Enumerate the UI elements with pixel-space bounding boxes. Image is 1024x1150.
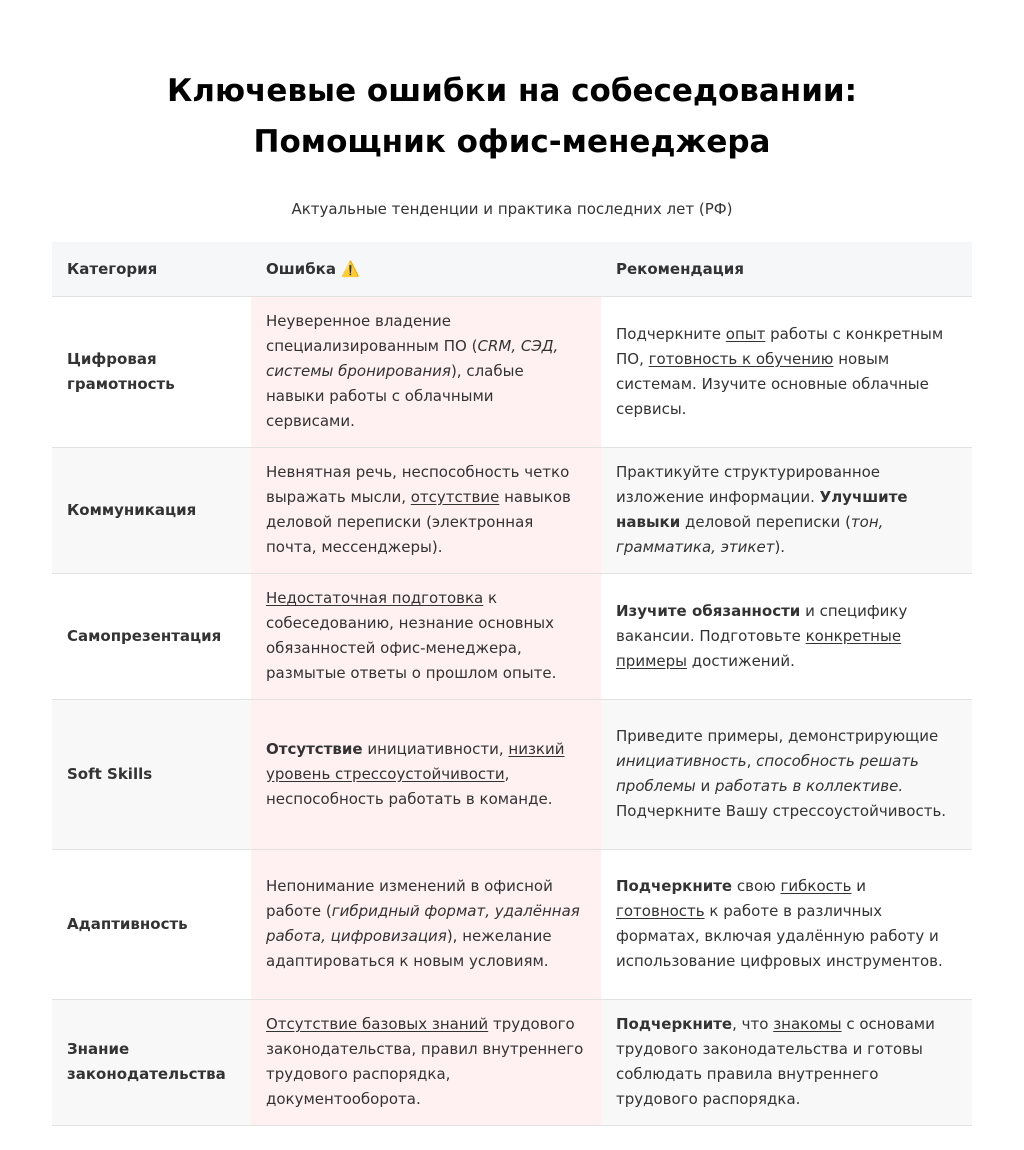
error-text-segment: инициативности, bbox=[362, 739, 509, 758]
recommendation-text-segment: готовность к обучению bbox=[648, 349, 834, 368]
category-cell: Адаптивность bbox=[52, 850, 251, 1000]
error-text-segment: Неуверенное владение специализированным ПО ( bbox=[266, 312, 478, 355]
recommendation-cell bbox=[601, 850, 972, 1000]
recommendation-text-segment: ). bbox=[774, 538, 786, 556]
error-text-segment: ), нежелание адаптироваться к новым условиям. bbox=[266, 927, 552, 970]
recommendation-text-segment: способность решать проблемы bbox=[616, 752, 919, 795]
recommendation-text-segment: деловой переписки ( bbox=[680, 513, 851, 531]
recommendation-text-segment: и bbox=[851, 877, 867, 895]
recommendation-text-segment: Улучшите навыки bbox=[616, 488, 908, 531]
recommendation-text-segment: Подчеркните Вашу стрессоустойчивость. bbox=[616, 802, 947, 820]
error-text-segment: Непонимание изменений в офисной работе ( bbox=[266, 877, 553, 920]
table-row bbox=[52, 1000, 972, 1126]
error-text-segment: Отсутствие bbox=[266, 739, 363, 758]
column-header-error: Ошибка ⚠️ bbox=[251, 242, 601, 297]
error-cell bbox=[251, 700, 601, 850]
recommendation-text-segment: Подчеркните bbox=[616, 877, 733, 895]
error-text-segment: навыков деловой переписки (электронная почта, мессенджеры). bbox=[266, 488, 571, 556]
recommendation-text-segment: конкретные примеры bbox=[616, 626, 902, 670]
recommendation-text-segment: Подчеркните bbox=[616, 1015, 733, 1033]
error-cell bbox=[251, 850, 601, 1000]
error-text-segment: трудового законодательства, правил внутреннего трудового распорядка, документооборота. bbox=[266, 1015, 584, 1108]
table-row bbox=[52, 448, 972, 574]
recommendation-text-segment: тон, грамматика, этикет bbox=[616, 513, 884, 556]
column-header-recommendation: Рекомендация bbox=[601, 242, 972, 297]
category-cell: Знание законодательства bbox=[52, 1000, 251, 1126]
error-text-segment: ), слабые навыки работы с облачными сервисами. bbox=[266, 362, 524, 430]
recommendation-text-segment: Практикуйте структурированное изложение информации. bbox=[616, 463, 881, 506]
error-cell bbox=[251, 297, 601, 448]
error-text-segment: низкий уровень стрессоустойчивости bbox=[266, 739, 565, 783]
error-cell bbox=[251, 448, 601, 574]
recommendation-text-segment: гибкость bbox=[780, 877, 852, 895]
error-text-segment: , неспособность работать в команде. bbox=[266, 764, 553, 808]
category-cell: Коммуникация bbox=[52, 448, 251, 574]
recommendation-text-segment: работать в коллективе. bbox=[715, 777, 904, 795]
table-header-row bbox=[52, 242, 972, 297]
recommendation-text-segment: новым системам. Изучите основные облачные сервисы. bbox=[616, 349, 929, 418]
recommendation-cell bbox=[601, 574, 972, 700]
recommendation-text-segment: работы с конкретным ПО, bbox=[616, 324, 944, 368]
column-header-category: Категория bbox=[52, 242, 251, 297]
page-subtitle: Актуальные тенденции и практика последних лет (РФ) bbox=[291, 200, 733, 218]
page-title-line-1: Ключевые ошибки на собеседовании: bbox=[166, 73, 858, 109]
error-text-segment: Отсутствие базовых знаний bbox=[266, 1015, 489, 1033]
recommendation-cell bbox=[601, 448, 972, 574]
recommendation-text-segment: Изучите обязанности bbox=[616, 601, 801, 620]
recommendation-text-segment: с основами трудового законодательства и готовы соблюдать правила внутреннего трудового распорядка. bbox=[616, 1015, 935, 1108]
recommendation-text-segment: инициативность bbox=[616, 752, 747, 770]
table-body bbox=[52, 297, 972, 1126]
error-cell bbox=[251, 1000, 601, 1126]
error-text-segment: CRM, СЭД, системы бронирования bbox=[266, 337, 559, 380]
recommendation-text-segment: и bbox=[695, 777, 716, 795]
page-title bbox=[0, 66, 1024, 168]
error-cell bbox=[251, 574, 601, 700]
page-title-line-2: Помощник офис-менеджера bbox=[253, 124, 771, 160]
category-cell: Soft Skills bbox=[52, 700, 251, 850]
table-row bbox=[52, 297, 972, 448]
recommendation-text-segment: Приведите примеры, демонстрирующие bbox=[616, 727, 939, 745]
recommendation-text-segment: достижений. bbox=[687, 651, 795, 670]
error-text-segment: Недостаточная подготовка bbox=[266, 589, 484, 607]
recommendation-text-segment: , что bbox=[732, 1015, 774, 1033]
recommendation-text-segment: знакомы bbox=[773, 1015, 842, 1033]
recommendation-text-segment: к работе в различных форматах, включая удалённую работу и использование цифровых инструментов. bbox=[616, 902, 943, 970]
table-row bbox=[52, 850, 972, 1000]
recommendation-text-segment: и специфику вакансии. Подготовьте bbox=[616, 601, 908, 645]
recommendation-cell bbox=[601, 700, 972, 850]
table-row bbox=[52, 574, 972, 700]
recommendation-text-segment: , bbox=[746, 752, 757, 770]
interview-mistakes-table bbox=[52, 242, 972, 1126]
error-text-segment: Невнятная речь, неспособность четко выражать мысли, bbox=[266, 463, 570, 506]
error-text-segment: гибридный формат, удалённая работа, цифровизация bbox=[266, 902, 580, 945]
category-cell: Самопрезентация bbox=[52, 574, 251, 700]
category-cell: Цифровая грамотность bbox=[52, 297, 251, 448]
error-text-segment: отсутствие bbox=[410, 488, 500, 506]
recommendation-text-segment: опыт bbox=[725, 324, 766, 343]
recommendation-text-segment: Подчеркните bbox=[616, 324, 726, 343]
recommendation-text-segment: свою bbox=[732, 877, 781, 895]
recommendation-cell bbox=[601, 1000, 972, 1126]
error-text-segment: к собеседованию, незнание основных обязанностей офис-менеджера, размытые ответы о прошлом опыте. bbox=[266, 589, 557, 682]
recommendation-cell bbox=[601, 297, 972, 448]
table-row bbox=[52, 700, 972, 850]
recommendation-text-segment: готовность bbox=[616, 902, 705, 920]
